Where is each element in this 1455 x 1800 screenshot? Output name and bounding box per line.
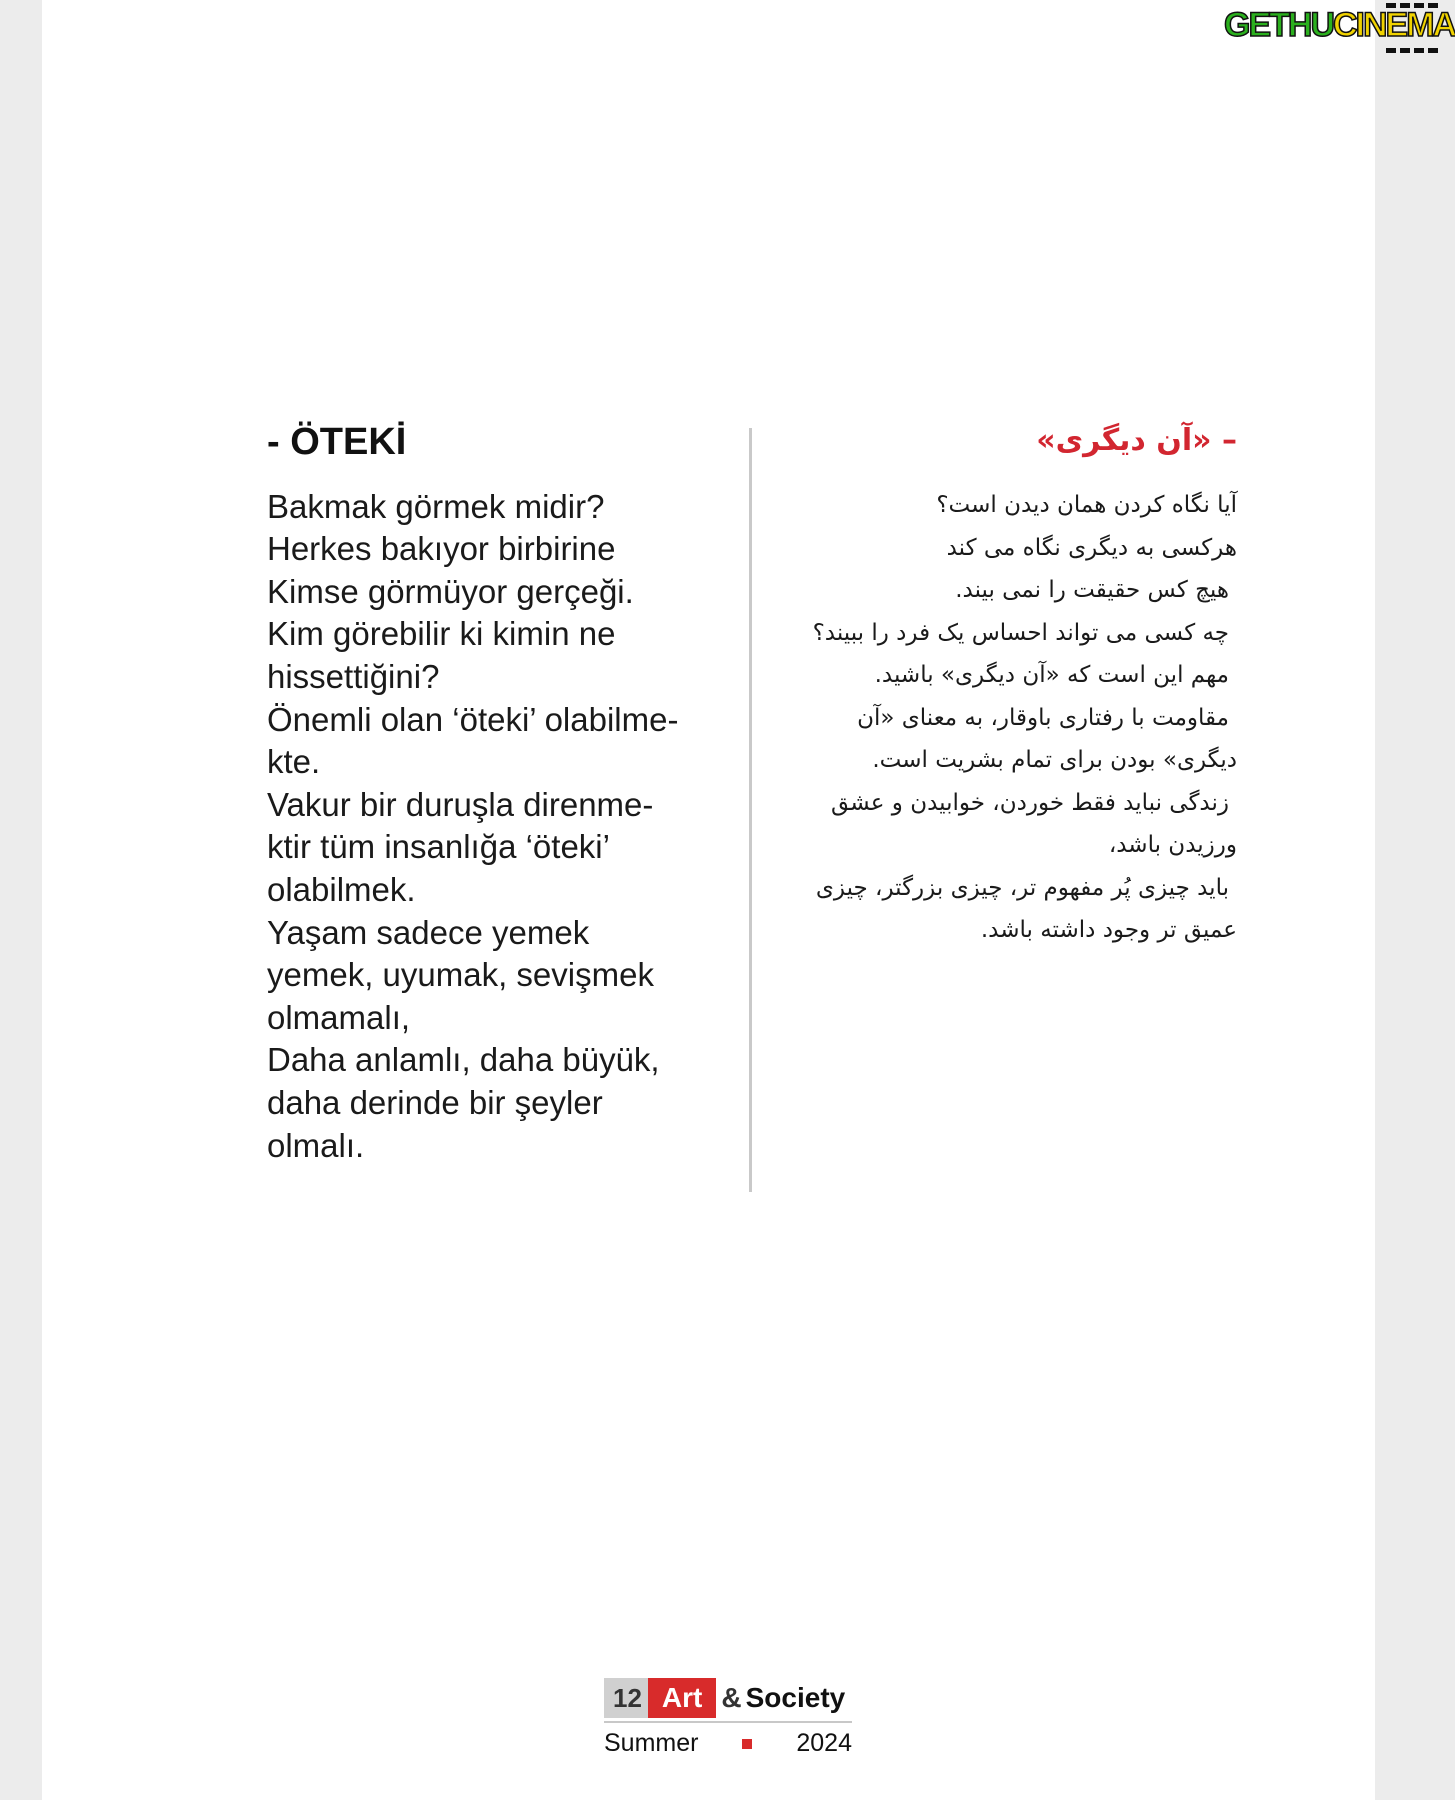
persian-poem-body	[782, 484, 1237, 952]
poem-line: چه کسی می تواند احساس یک فرد را ببیند؟	[812, 619, 1229, 646]
magazine-masthead	[604, 1677, 852, 1719]
magazine-page	[42, 0, 1375, 1800]
footer-divider	[604, 1721, 852, 1723]
issue-year: 2024	[796, 1729, 852, 1757]
poem-line: Bakmak görmek midir?	[267, 487, 605, 525]
poem-line: kte.	[267, 743, 321, 781]
poem-line: Herkes bakıyor birbirine	[267, 530, 616, 568]
poem-line: Daha anlamlı, daha büyük,	[267, 1041, 660, 1079]
turkish-poem-column	[267, 420, 737, 1167]
poem-line: hissettiğini?	[267, 657, 440, 695]
persian-poem-column	[782, 420, 1237, 952]
poem-line: مهم این است که «آن دیگری» باشید.	[874, 662, 1229, 688]
poem-line: Kimse görmüyor gerçeği.	[267, 572, 634, 610]
poem-line: yemek, uyumak, sevişmek	[267, 956, 654, 994]
poem-line: Vakur bir duruşla direnme-	[267, 785, 654, 823]
watermark-green-text: GETHU	[1224, 6, 1333, 44]
page-footer	[604, 1677, 852, 1758]
poem-line: Yaşam sadece yemek	[267, 913, 590, 951]
red-square-icon	[742, 1739, 752, 1749]
poem-line: ورزیدن باشد،	[1108, 832, 1237, 858]
page-number: 12	[604, 1678, 648, 1718]
poem-line: آیا نگاه کردن همان دیدن است؟	[936, 492, 1237, 518]
watermark-yellow-text: CINEMA	[1333, 6, 1455, 44]
poem-line: هرکسی به دیگری نگاه می کند	[946, 534, 1237, 561]
masthead-society: Society	[745, 1682, 846, 1713]
poem-line: باید چیزی پُر مفهوم تر، چیزی بزرگتر، چیزی	[815, 874, 1229, 901]
poem-line: مقاومت با رفتاری باوقار، به معنای «آن	[857, 704, 1229, 731]
masthead-ampersand: &	[721, 1682, 742, 1713]
masthead-art: Art	[648, 1678, 716, 1718]
poem-line: ktir tüm insanlığa ‘öteki’	[267, 828, 610, 866]
issue-season: Summer	[604, 1729, 699, 1757]
channel-watermark	[1222, 0, 1455, 56]
poem-line: Önemli olan ‘öteki’ olabilme-	[267, 700, 679, 738]
poem-line: olmamalı,	[267, 998, 411, 1036]
column-divider	[749, 428, 752, 1192]
poem-line: عمیق تر وجود داشته باشد.	[980, 917, 1237, 943]
poem-line: هیچ کس حقیقت را نمی بیند.	[955, 577, 1229, 603]
persian-poem-title: – «آن دیگری»	[1036, 423, 1237, 458]
issue-info	[604, 1729, 852, 1758]
turkish-poem-title: - ÖTEKİ	[267, 421, 407, 463]
poem-line: olabilmek.	[267, 870, 416, 908]
poem-line: زندگی نباید فقط خوردن، خوابیدن و عشق	[831, 789, 1229, 816]
poem-line: daha derinde bir şeyler	[267, 1083, 603, 1121]
film-camera-icon	[1386, 3, 1438, 53]
poem-line: Kim görebilir ki kimin ne	[267, 615, 616, 653]
poem-line: olmalı.	[267, 1126, 365, 1164]
poem-line: دیگری» بودن برای تمام بشریت است.	[872, 747, 1237, 773]
turkish-poem-body	[267, 486, 737, 1168]
